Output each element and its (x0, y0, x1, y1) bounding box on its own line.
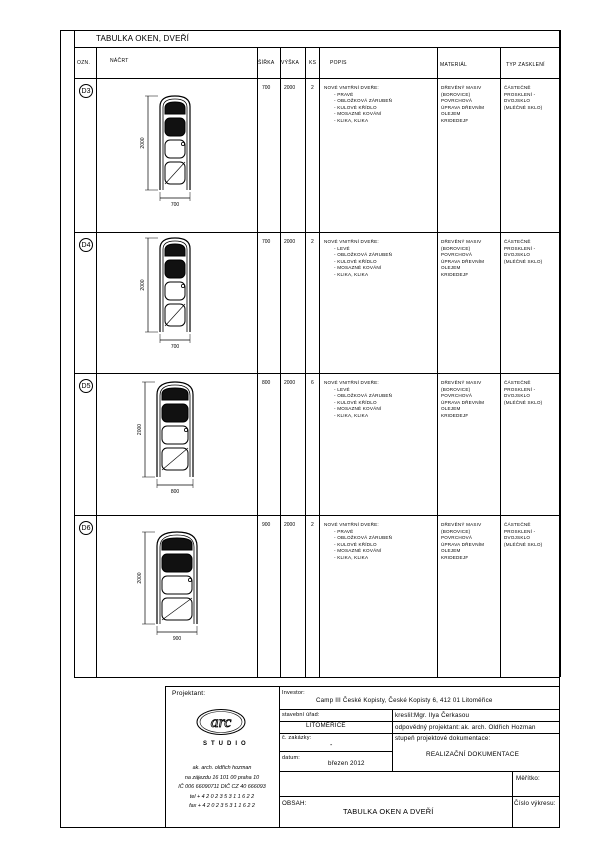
door-count: 2 (311, 239, 314, 245)
door-material-line: ÚPRAVA DŘEVNÍM (441, 258, 485, 264)
door-description-line: NOVÉ VNITŘNÍ DVEŘE: (324, 380, 379, 385)
investor-value: Camp III České Kopisty, České Kopisty 6, 412 01 Litoměřice (316, 697, 493, 704)
door-glazing-line: DVOJSKLO (504, 393, 531, 399)
door-material-line: KRIDEDEJF (441, 117, 469, 123)
door-description-line: - KULOVÉ KŘÍDLO (334, 541, 377, 547)
door-material-line: OLEJEM (441, 265, 461, 271)
door-sketch (130, 232, 230, 362)
investor-label: Investor: (282, 690, 305, 696)
door-description-line: - KULOVÉ KŘÍDLO (334, 399, 377, 405)
door-material-line: POVRCHOVÁ (441, 252, 473, 258)
dimension-height: 2000 (140, 279, 146, 291)
logo-sub: STUDIO (203, 741, 250, 747)
door-description-line: - KLIKA, KLIKA (334, 412, 369, 418)
door-description-line: - KULOVÉ KŘÍDLO (334, 258, 377, 264)
door-description-line: - LEVÉ (334, 245, 350, 251)
door-material-line: ÚPRAVA DŘEVNÍM (441, 541, 485, 547)
header-typ-zaskleni: TYP ZASKLENÍ (506, 62, 545, 68)
door-material-line: (BOROVICE) (441, 91, 471, 97)
door-description-line: - OBLOŽKOVÁ ZÁRUBEŇ (334, 393, 393, 399)
header-material: MATERIÁL (440, 62, 468, 68)
arc-studio-logo (196, 708, 246, 736)
door-material-line: OLEJEM (441, 406, 461, 412)
door-glazing-block (504, 380, 542, 406)
door-height: 2000 (284, 85, 296, 91)
obsah-label: OBSAH: (282, 800, 307, 807)
door-description-line: NOVÉ VNITŘNÍ DVEŘE: (324, 239, 379, 244)
door-glazing-line: ČÁSTEČNĚ (504, 380, 531, 385)
door-glazing-block (504, 85, 542, 111)
door-sketch (127, 376, 227, 506)
odpovedny-value: ak. arch. Oldřich Hozman (461, 724, 536, 731)
door-height: 2000 (284, 380, 296, 386)
zakazky-value: - (330, 742, 333, 749)
door-count: 2 (311, 522, 314, 528)
door-glazing-line: DVOJSKLO (504, 535, 531, 541)
door-description-line: - OBLOŽKOVÁ ZÁRUBEŇ (334, 535, 393, 541)
door-material-line: POVRCHOVÁ (441, 535, 473, 541)
datum-value: březen 2012 (328, 760, 365, 767)
door-description-line: - PRAVÉ (334, 528, 354, 534)
door-glazing-block (504, 522, 542, 548)
stavebni-urad-value: LITOMĚŘICE (306, 722, 346, 729)
door-material-line: POVRCHOVÁ (441, 393, 473, 399)
door-width: 900 (262, 522, 271, 528)
header-popis: POPIS (330, 60, 347, 66)
table-title: TABULKA OKEN, DVEŘÍ (96, 34, 190, 43)
door-code: D6 (79, 521, 93, 535)
door-glazing-line: PROSKLENÍ - (504, 386, 536, 392)
door-material-line: KRIDEDEJF (441, 271, 469, 277)
door-description-line: - PRAVÉ (334, 91, 354, 97)
door-material-line: (BOROVICE) (441, 386, 471, 392)
studio-info-line: na zájezdu 16 101 00 praha 10 (184, 774, 260, 781)
door-description-line: - OBLOŽKOVÁ ZÁRUBEŇ (334, 252, 393, 258)
door-glazing-line: ČÁSTEČNĚ (504, 522, 531, 527)
door-width: 800 (262, 380, 271, 386)
door-material-line: ÚPRAVA DŘEVNÍM (441, 104, 485, 110)
dimension-width: 700 (170, 344, 180, 350)
door-glazing-line: DVOJSKLO (504, 98, 531, 104)
door-count: 2 (311, 85, 314, 91)
door-height: 2000 (284, 239, 296, 245)
door-material-line: ÚPRAVA DŘEVNÍM (441, 399, 485, 405)
door-material-line: DŘEVĚNÝ MASIV (441, 380, 482, 385)
door-material-line: OLEJEM (441, 548, 461, 554)
door-glazing-line: (MLÉČNÉ SKLO) (504, 258, 543, 264)
door-material-line: (BOROVICE) (441, 245, 471, 251)
door-description-line: - KULOVÉ KŘÍDLO (334, 104, 377, 110)
door-count: 6 (311, 380, 314, 386)
logo-text: arc (210, 714, 232, 731)
door-height: 2000 (284, 522, 296, 528)
studio-info-line: IČ 006 66090711 DIČ CZ 40 666093 (178, 784, 266, 790)
header-vyska: VÝŠKA (281, 60, 300, 66)
door-glazing-line: (MLÉČNÉ SKLO) (504, 541, 543, 547)
door-material-line: POVRCHOVÁ (441, 98, 473, 104)
door-glazing-line: PROSKLENÍ - (504, 91, 536, 97)
door-glazing-line: DVOJSKLO (504, 252, 531, 258)
studio-info-line: ak. arch. oldřich hozman (192, 765, 252, 771)
door-material-block (441, 380, 484, 420)
door-description-block (324, 380, 392, 420)
dimension-width: 900 (172, 636, 182, 642)
door-glazing-block (504, 239, 542, 265)
header-ozn: OZN. (77, 60, 91, 66)
door-code: D4 (79, 238, 93, 252)
door-code: D3 (79, 84, 93, 98)
door-description-line: NOVÉ VNITŘNÍ DVEŘE: (324, 522, 379, 527)
door-glazing-line: (MLÉČNÉ SKLO) (504, 104, 543, 110)
dimension-height: 2000 (137, 572, 143, 584)
stavebni-urad-label: stavební úřad: (282, 712, 320, 718)
door-description-line: - KLIKA, KLIKA (334, 554, 369, 560)
door-material-line: DŘEVĚNÝ MASIV (441, 239, 482, 244)
door-material-block (441, 239, 484, 279)
door-description-line: - KLIKA, KLIKA (334, 117, 369, 123)
projektant-label: Projektant: (172, 690, 206, 697)
stupen-label: stupeň projektové dokumentace: (395, 735, 491, 742)
door-glazing-line: PROSKLENÍ - (504, 528, 536, 534)
door-sketch (130, 90, 230, 220)
door-material-line: DŘEVĚNÝ MASIV (441, 522, 482, 527)
studio-info-line: tel + 4 2 0 2 3 5 3 1 1 6 2 2 (189, 793, 255, 800)
door-description-block (324, 522, 392, 562)
door-description-line: - LEVÉ (334, 386, 350, 392)
door-glazing-line: PROSKLENÍ - (504, 245, 536, 251)
door-material-block (441, 85, 484, 125)
door-material-line: OLEJEM (441, 111, 461, 117)
door-material-line: KRIDEDEJF (441, 412, 469, 418)
door-description-line: - MOSAZNÉ KOVÁNÍ (334, 265, 382, 271)
cislo-vykresu-label: Číslo výkresu: (514, 800, 556, 807)
studio-info-line: fax + 4 2 0 2 3 5 3 1 1 6 2 2 (189, 803, 255, 809)
door-description-block (324, 85, 392, 125)
header-nacrt: NÁČRT (110, 58, 129, 64)
door-code: D5 (79, 379, 93, 393)
dimension-width: 800 (170, 489, 180, 495)
door-description-line: - MOSAZNÉ KOVÁNÍ (334, 548, 382, 554)
dimension-height: 2000 (140, 137, 146, 149)
door-material-line: DŘEVĚNÝ MASIV (441, 85, 482, 90)
door-glazing-line: ČÁSTEČNĚ (504, 85, 531, 90)
door-material-line: (BOROVICE) (441, 528, 471, 534)
header-sirka: ŠÍŘKA (258, 60, 275, 66)
stupen-value: REALIZAČNÍ DOKUMENTACE (426, 751, 520, 758)
door-width: 700 (262, 85, 271, 91)
door-description-line: - MOSAZNÉ KOVÁNÍ (334, 111, 382, 117)
obsah-value: TABULKA OKEN A DVEŘÍ (343, 807, 434, 816)
door-width: 700 (262, 239, 271, 245)
door-description-line: NOVÉ VNITŘNÍ DVEŘE: (324, 85, 379, 90)
door-glazing-line: ČÁSTEČNĚ (504, 239, 531, 244)
studio-info (168, 764, 276, 812)
odpovedny-label: odpovědný projektant: (395, 724, 461, 731)
kreslil-value: Mgr. Ilya Čerkasou (414, 712, 470, 719)
header-ks: KS (309, 60, 317, 66)
door-material-line: KRIDEDEJF (441, 554, 469, 560)
door-glazing-line: (MLÉČNÉ SKLO) (504, 399, 543, 405)
zakazky-label: č. zakázky: (282, 735, 312, 741)
door-description-line: - OBLOŽKOVÁ ZÁRUBEŇ (334, 98, 393, 104)
kreslil-label: kreslil: (395, 712, 415, 719)
meritko-label: Měřítko: (516, 775, 540, 782)
door-material-block (441, 522, 484, 562)
dimension-width: 700 (170, 202, 180, 208)
door-description-line: - MOSAZNÉ KOVÁNÍ (334, 406, 382, 412)
door-description-line: - KLIKA, KLIKA (334, 271, 369, 277)
datum-label: datum: (282, 755, 301, 761)
dimension-height: 2000 (137, 423, 143, 436)
door-description-block (324, 239, 392, 279)
door-sketch (127, 526, 227, 656)
